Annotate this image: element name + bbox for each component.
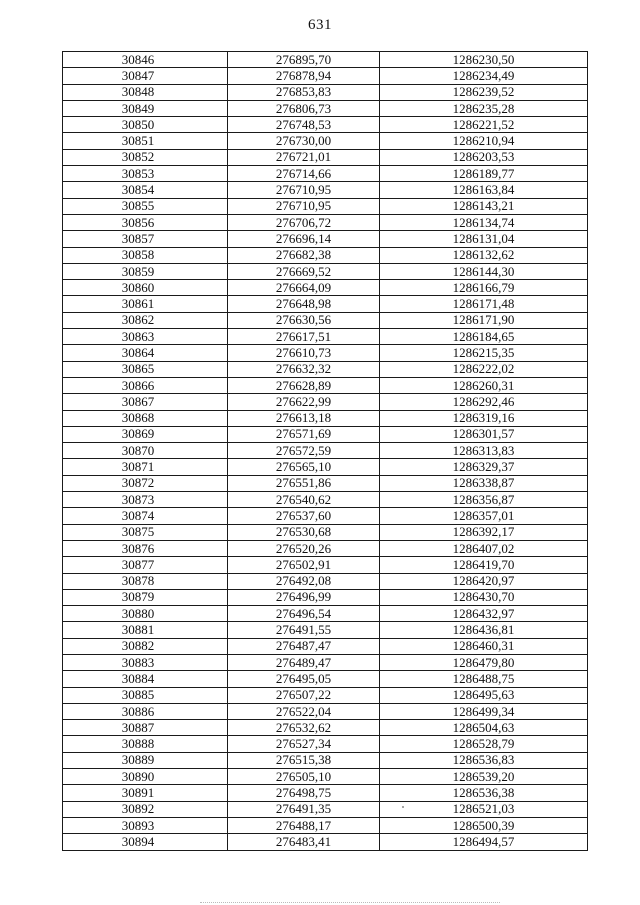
table-row <box>63 117 588 133</box>
y-coordinate-cell: 1286356,87 <box>380 492 588 508</box>
x-coordinate-cell: 276520,26 <box>228 540 380 556</box>
point-number-cell: 30873 <box>63 492 228 508</box>
x-coordinate-cell: 276648,98 <box>228 296 380 312</box>
point-number-cell: 30848 <box>63 84 228 100</box>
table-row <box>63 166 588 182</box>
x-coordinate-cell: 276706,72 <box>228 214 380 230</box>
table-row <box>63 557 588 573</box>
x-coordinate-cell: 276610,73 <box>228 345 380 361</box>
y-coordinate-cell: 1286539,20 <box>380 769 588 785</box>
y-coordinate-cell: 1286234,49 <box>380 68 588 84</box>
point-number-cell: 30875 <box>63 524 228 540</box>
y-coordinate-cell: 1286357,01 <box>380 508 588 524</box>
y-coordinate-cell: 1286392,17 <box>380 524 588 540</box>
y-coordinate-cell: 1286319,16 <box>380 410 588 426</box>
y-coordinate-cell: 1286221,52 <box>380 117 588 133</box>
table-row <box>63 687 588 703</box>
y-coordinate-cell: 1286166,79 <box>380 280 588 296</box>
y-coordinate-cell: 1286436,81 <box>380 622 588 638</box>
x-coordinate-cell: 276748,53 <box>228 117 380 133</box>
table-row <box>63 394 588 410</box>
point-number-cell: 30860 <box>63 280 228 296</box>
point-number-cell: 30867 <box>63 394 228 410</box>
y-coordinate-cell: 1286203,53 <box>380 149 588 165</box>
x-coordinate-cell: 276540,62 <box>228 492 380 508</box>
y-coordinate-cell: 1286407,02 <box>380 540 588 556</box>
point-number-cell: 30868 <box>63 410 228 426</box>
point-number-cell: 30877 <box>63 557 228 573</box>
x-coordinate-cell: 276489,47 <box>228 654 380 670</box>
x-coordinate-cell: 276488,17 <box>228 817 380 833</box>
y-coordinate-cell: 1286500,39 <box>380 817 588 833</box>
point-number-cell: 30859 <box>63 263 228 279</box>
y-coordinate-cell: 1286488,75 <box>380 671 588 687</box>
point-number-cell: 30889 <box>63 752 228 768</box>
x-coordinate-cell: 276515,38 <box>228 752 380 768</box>
y-coordinate-cell: 1286143,21 <box>380 198 588 214</box>
point-number-cell: 30880 <box>63 606 228 622</box>
point-number-cell: 30869 <box>63 426 228 442</box>
x-coordinate-cell: 276487,47 <box>228 638 380 654</box>
table-row <box>63 508 588 524</box>
table-row <box>63 654 588 670</box>
point-number-cell: 30871 <box>63 459 228 475</box>
table-row <box>63 671 588 687</box>
y-coordinate-cell: 1286420,97 <box>380 573 588 589</box>
y-coordinate-cell: 1286222,02 <box>380 361 588 377</box>
point-number-cell: 30855 <box>63 198 228 214</box>
table-row <box>63 720 588 736</box>
coordinates-table <box>62 51 588 851</box>
point-number-cell: 30863 <box>63 329 228 345</box>
table-row <box>63 589 588 605</box>
table-row <box>63 524 588 540</box>
x-coordinate-cell: 276669,52 <box>228 263 380 279</box>
point-number-cell: 30883 <box>63 654 228 670</box>
x-coordinate-cell: 276710,95 <box>228 198 380 214</box>
point-number-cell: 30850 <box>63 117 228 133</box>
table-row <box>63 100 588 116</box>
x-coordinate-cell: 276613,18 <box>228 410 380 426</box>
point-number-cell: 30878 <box>63 573 228 589</box>
table-row <box>63 769 588 785</box>
point-number-cell: 30852 <box>63 149 228 165</box>
table-row <box>63 263 588 279</box>
y-coordinate-cell: 1286460,31 <box>380 638 588 654</box>
y-coordinate-cell: 1286292,46 <box>380 394 588 410</box>
y-coordinate-cell: 1286134,74 <box>380 214 588 230</box>
x-coordinate-cell: 276630,56 <box>228 312 380 328</box>
x-coordinate-cell: 276895,70 <box>228 52 380 68</box>
table-row <box>63 312 588 328</box>
point-number-cell: 30862 <box>63 312 228 328</box>
table-row <box>63 443 588 459</box>
point-number-cell: 30847 <box>63 68 228 84</box>
table-row <box>63 622 588 638</box>
point-number-cell: 30857 <box>63 231 228 247</box>
table-row <box>63 133 588 149</box>
table-row <box>63 182 588 198</box>
x-coordinate-cell: 276572,59 <box>228 443 380 459</box>
table-row <box>63 198 588 214</box>
x-coordinate-cell: 276551,86 <box>228 475 380 491</box>
scan-speck <box>402 806 404 808</box>
y-coordinate-cell: 1286504,63 <box>380 720 588 736</box>
table-row <box>63 834 588 850</box>
x-coordinate-cell: 276530,68 <box>228 524 380 540</box>
table-row <box>63 329 588 345</box>
point-number-cell: 30887 <box>63 720 228 736</box>
table-row <box>63 52 588 68</box>
x-coordinate-cell: 276495,05 <box>228 671 380 687</box>
table-row <box>63 214 588 230</box>
x-coordinate-cell: 276714,66 <box>228 166 380 182</box>
x-coordinate-cell: 276483,41 <box>228 834 380 850</box>
y-coordinate-cell: 1286301,57 <box>380 426 588 442</box>
point-number-cell: 30853 <box>63 166 228 182</box>
y-coordinate-cell: 1286230,50 <box>380 52 588 68</box>
point-number-cell: 30886 <box>63 703 228 719</box>
x-coordinate-cell: 276632,32 <box>228 361 380 377</box>
page-bottom-edge <box>200 902 500 904</box>
y-coordinate-cell: 1286210,94 <box>380 133 588 149</box>
x-coordinate-cell: 276853,83 <box>228 84 380 100</box>
table-row <box>63 475 588 491</box>
point-number-cell: 30856 <box>63 214 228 230</box>
point-number-cell: 30872 <box>63 475 228 491</box>
point-number-cell: 30891 <box>63 785 228 801</box>
y-coordinate-cell: 1286430,70 <box>380 589 588 605</box>
table-row <box>63 492 588 508</box>
x-coordinate-cell: 276527,34 <box>228 736 380 752</box>
y-coordinate-cell: 1286313,83 <box>380 443 588 459</box>
point-number-cell: 30846 <box>63 52 228 68</box>
y-coordinate-cell: 1286528,79 <box>380 736 588 752</box>
table-row <box>63 247 588 263</box>
point-number-cell: 30881 <box>63 622 228 638</box>
table-row <box>63 801 588 817</box>
y-coordinate-cell: 1286184,65 <box>380 329 588 345</box>
x-coordinate-cell: 276498,75 <box>228 785 380 801</box>
y-coordinate-cell: 1286479,80 <box>380 654 588 670</box>
table-row <box>63 703 588 719</box>
table-row <box>63 752 588 768</box>
y-coordinate-cell: 1286235,28 <box>380 100 588 116</box>
x-coordinate-cell: 276507,22 <box>228 687 380 703</box>
x-coordinate-cell: 276721,01 <box>228 149 380 165</box>
x-coordinate-cell: 276571,69 <box>228 426 380 442</box>
table-row <box>63 606 588 622</box>
x-coordinate-cell: 276537,60 <box>228 508 380 524</box>
y-coordinate-cell: 1286239,52 <box>380 84 588 100</box>
point-number-cell: 30888 <box>63 736 228 752</box>
y-coordinate-cell: 1286432,97 <box>380 606 588 622</box>
y-coordinate-cell: 1286171,90 <box>380 312 588 328</box>
y-coordinate-cell: 1286132,62 <box>380 247 588 263</box>
x-coordinate-cell: 276565,10 <box>228 459 380 475</box>
table-row <box>63 785 588 801</box>
point-number-cell: 30849 <box>63 100 228 116</box>
table-row <box>63 280 588 296</box>
point-number-cell: 30854 <box>63 182 228 198</box>
x-coordinate-cell: 276491,35 <box>228 801 380 817</box>
x-coordinate-cell: 276492,08 <box>228 573 380 589</box>
point-number-cell: 30866 <box>63 377 228 393</box>
point-number-cell: 30861 <box>63 296 228 312</box>
table-row <box>63 345 588 361</box>
table-row <box>63 817 588 833</box>
table-row <box>63 410 588 426</box>
point-number-cell: 30864 <box>63 345 228 361</box>
point-number-cell: 30858 <box>63 247 228 263</box>
point-number-cell: 30885 <box>63 687 228 703</box>
point-number-cell: 30876 <box>63 540 228 556</box>
point-number-cell: 30893 <box>63 817 228 833</box>
table-row <box>63 68 588 84</box>
x-coordinate-cell: 276806,73 <box>228 100 380 116</box>
x-coordinate-cell: 276664,09 <box>228 280 380 296</box>
y-coordinate-cell: 1286419,70 <box>380 557 588 573</box>
point-number-cell: 30882 <box>63 638 228 654</box>
y-coordinate-cell: 1286495,63 <box>380 687 588 703</box>
y-coordinate-cell: 1286521,03 <box>380 801 588 817</box>
y-coordinate-cell: 1286144,30 <box>380 263 588 279</box>
table-row <box>63 377 588 393</box>
y-coordinate-cell: 1286499,34 <box>380 703 588 719</box>
point-number-cell: 30870 <box>63 443 228 459</box>
y-coordinate-cell: 1286260,31 <box>380 377 588 393</box>
x-coordinate-cell: 276522,04 <box>228 703 380 719</box>
y-coordinate-cell: 1286494,57 <box>380 834 588 850</box>
y-coordinate-cell: 1286536,83 <box>380 752 588 768</box>
page-number: 631 <box>308 17 332 33</box>
table-row <box>63 540 588 556</box>
y-coordinate-cell: 1286131,04 <box>380 231 588 247</box>
x-coordinate-cell: 276628,89 <box>228 377 380 393</box>
point-number-cell: 30884 <box>63 671 228 687</box>
y-coordinate-cell: 1286329,37 <box>380 459 588 475</box>
y-coordinate-cell: 1286163,84 <box>380 182 588 198</box>
x-coordinate-cell: 276617,51 <box>228 329 380 345</box>
x-coordinate-cell: 276505,10 <box>228 769 380 785</box>
y-coordinate-cell: 1286171,48 <box>380 296 588 312</box>
x-coordinate-cell: 276622,99 <box>228 394 380 410</box>
table-row <box>63 84 588 100</box>
point-number-cell: 30865 <box>63 361 228 377</box>
x-coordinate-cell: 276496,54 <box>228 606 380 622</box>
point-number-cell: 30879 <box>63 589 228 605</box>
table-row <box>63 149 588 165</box>
point-number-cell: 30851 <box>63 133 228 149</box>
table-row <box>63 296 588 312</box>
point-number-cell: 30892 <box>63 801 228 817</box>
x-coordinate-cell: 276496,99 <box>228 589 380 605</box>
y-coordinate-cell: 1286215,35 <box>380 345 588 361</box>
x-coordinate-cell: 276682,38 <box>228 247 380 263</box>
x-coordinate-cell: 276532,62 <box>228 720 380 736</box>
coordinates-table-body <box>63 52 588 851</box>
y-coordinate-cell: 1286338,87 <box>380 475 588 491</box>
x-coordinate-cell: 276730,00 <box>228 133 380 149</box>
y-coordinate-cell: 1286189,77 <box>380 166 588 182</box>
y-coordinate-cell: 1286536,38 <box>380 785 588 801</box>
table-row <box>63 231 588 247</box>
table-row <box>63 573 588 589</box>
table-row <box>63 736 588 752</box>
x-coordinate-cell: 276696,14 <box>228 231 380 247</box>
table-row <box>63 638 588 654</box>
point-number-cell: 30874 <box>63 508 228 524</box>
point-number-cell: 30894 <box>63 834 228 850</box>
table-row <box>63 426 588 442</box>
table-row <box>63 459 588 475</box>
x-coordinate-cell: 276878,94 <box>228 68 380 84</box>
x-coordinate-cell: 276710,95 <box>228 182 380 198</box>
point-number-cell: 30890 <box>63 769 228 785</box>
x-coordinate-cell: 276502,91 <box>228 557 380 573</box>
x-coordinate-cell: 276491,55 <box>228 622 380 638</box>
table-row <box>63 361 588 377</box>
